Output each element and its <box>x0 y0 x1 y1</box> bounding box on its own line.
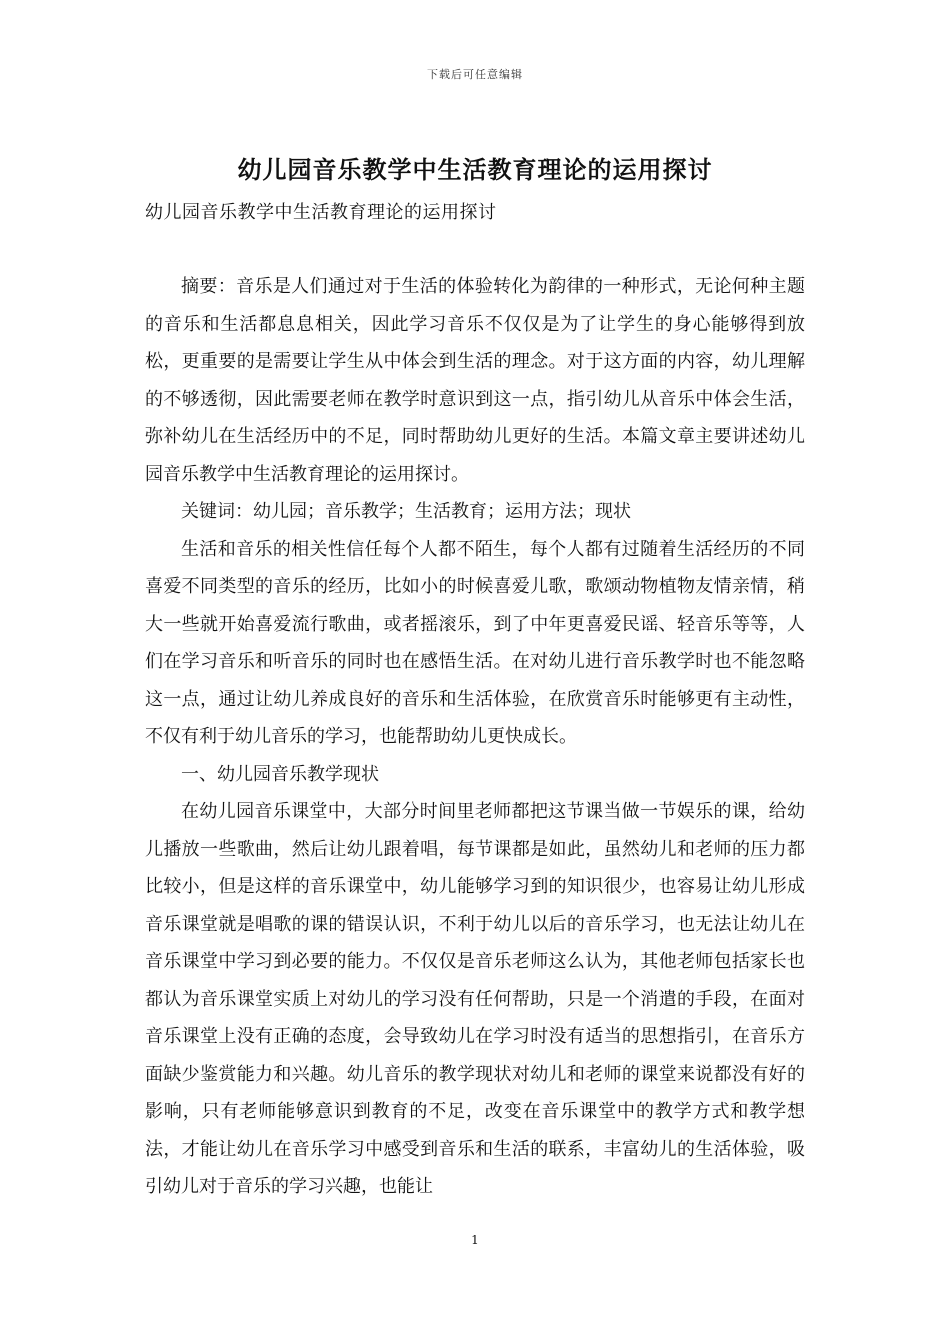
page-number: 1 <box>471 1233 479 1247</box>
keywords-paragraph: 关键词：幼儿园；音乐教学；生活教育；运用方法；现状 <box>181 501 631 522</box>
document-subtitle: 幼儿园音乐教学中生活教育理论的运用探讨 <box>145 202 497 223</box>
section-paragraph: 在幼儿园音乐课堂中，大部分时间里老师都把这节课当做一节娱乐的课，给幼儿播放一些歌曲，然后让幼儿跟着唱，每节课都是如此，虽然幼儿和老师的压力都比较小，但是这样的音乐课堂中，幼儿能够学习到的知识很少，也容易让幼儿形成音乐课堂就是唱歌的课的错误认识，不利于幼儿以后的音乐学习，也无法让幼儿在音乐课堂中学习到必要的能力。不仅仅是音乐老师这么认为，其他老师包括家长也都认为音乐课堂实质上对幼儿的学习没有任何帮助，只是一个消遣的手段，在面对音乐课堂上没有正确的态度，会导致幼儿在学习时没有适当的思想指引，在音乐方面缺少鉴赏能力和兴趣。幼儿音乐的教学现状对幼儿和老师的课堂来说都没有好的影响，只有老师能够意识到教育的不足，改变在音乐课堂中的教学方式和教学想法，才能让幼儿在音乐学习中感受到音乐和生活的联系，丰富幼儿的生活体验，吸引幼儿对于音乐的学习兴趣，也能让 <box>145 801 805 1197</box>
header-note: 下载后可任意编辑 <box>427 68 523 81</box>
document-body <box>145 268 805 1206</box>
abstract-paragraph: 摘要：音乐是人们通过对于生活的体验转化为韵律的一种形式，无论何种主题的音乐和生活都息息相关，因此学习音乐不仅仅是为了让学生的身心能够得到放松，更重要的是需要让学生从中体会到生活的理念。对于这方面的内容，幼儿理解的不够透彻，因此需要老师在教学时意识到这一点，指引幼儿从音乐中体会生活，弥补幼儿在生活经历中的不足，同时帮助幼儿更好的生活。本篇文章主要讲述幼儿园音乐教学中生活教育理论的运用探讨。 <box>145 276 805 485</box>
intro-paragraph: 生活和音乐的相关性信任每个人都不陌生，每个人都有过随着生活经历的不同喜爱不同类型的音乐的经历，比如小的时候喜爱儿歌，歌颂动物植物友情亲情，稍大一些就开始喜爱流行歌曲，或者摇滚乐，到了中年更喜爱民谣、轻音乐等等，人们在学习音乐和听音乐的同时也在感悟生活。在对幼儿进行音乐教学时也不能忽略这一点，通过让幼儿养成良好的音乐和生活体验，在欣赏音乐时能够更有主动性，不仅有利于幼儿音乐的学习，也能帮助幼儿更快成长。 <box>145 538 805 747</box>
section-heading: 一、幼儿园音乐教学现状 <box>181 763 379 785</box>
document-title: 幼儿园音乐教学中生活教育理论的运用探讨 <box>237 155 713 184</box>
